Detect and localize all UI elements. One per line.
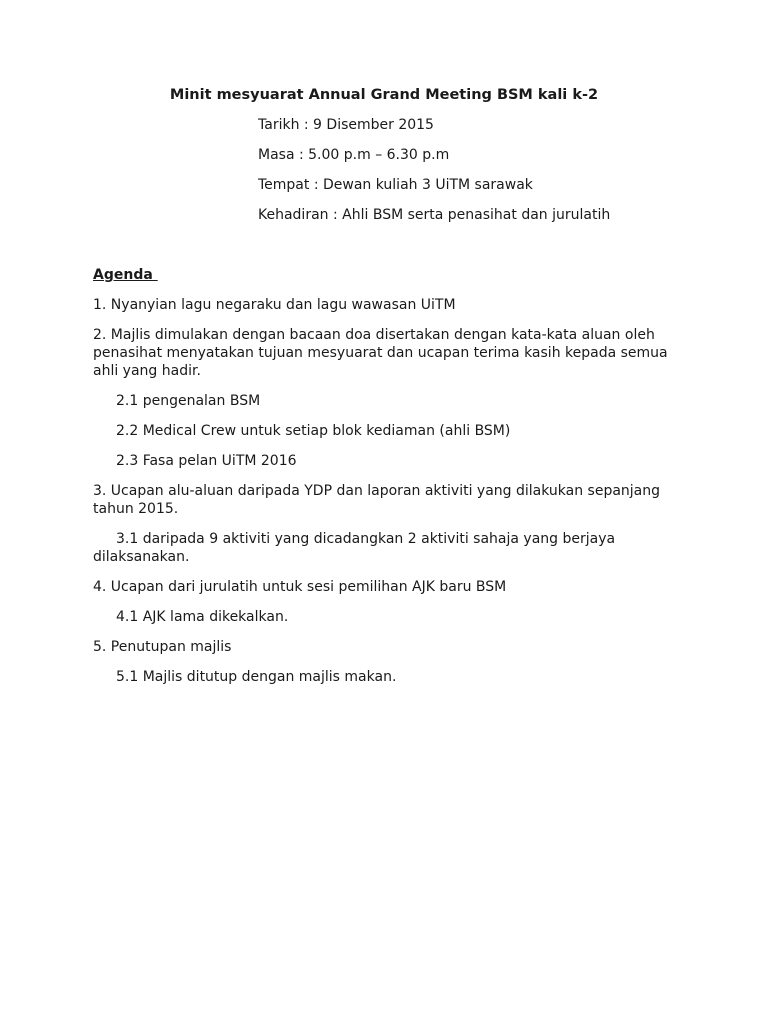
agenda-section	[93, 266, 683, 698]
agenda-item: 2. Majlis dimulakan dengan bacaan doa disertakan dengan kata-kata aluan oleh penasihat menyatakan tujuan mesyuarat dan ucapan terima kasih kepada semua ahli yang hadir.	[93, 327, 668, 379]
agenda-subitem: 2.1 pengenalan BSM	[116, 393, 261, 409]
agenda-item: 5. Penutupan majlis	[93, 639, 232, 655]
meeting-time: Masa : 5.00 p.m – 6.30 p.m	[258, 147, 450, 163]
meeting-details	[258, 116, 610, 236]
document-title: Minit mesyuarat Annual Grand Meeting BSM kali k-2	[169, 87, 599, 103]
agenda-item: 4. Ucapan dari jurulatih untuk sesi pemilihan AJK baru BSM	[93, 579, 507, 595]
agenda-subitem: 5.1 Majlis ditutup dengan majlis makan.	[116, 669, 397, 685]
agenda-subitem: 2.2 Medical Crew untuk setiap blok kediaman (ahli BSM)	[116, 423, 511, 439]
meeting-attendance: Kehadiran : Ahli BSM serta penasihat dan jurulatih	[258, 207, 611, 223]
agenda-item: 3. Ucapan alu-aluan daripada YDP dan laporan aktiviti yang dilakukan sepanjang tahun 2015.	[93, 483, 661, 517]
meeting-date: Tarikh : 9 Disember 2015	[258, 117, 434, 133]
agenda-item: 1. Nyanyian lagu negaraku dan lagu wawasan UiTM	[93, 297, 456, 313]
agenda-heading: Agenda	[93, 267, 158, 283]
agenda-subitem: 2.3 Fasa pelan UiTM 2016	[116, 453, 297, 469]
agenda-subitem: 4.1 AJK lama dikekalkan.	[116, 609, 289, 625]
meeting-place: Tempat : Dewan kuliah 3 UiTM sarawak	[258, 177, 533, 193]
agenda-subitem: 3.1 daripada 9 aktiviti yang dicadangkan 2 aktiviti sahaja yang berjaya dilaksanakan.	[93, 531, 616, 565]
